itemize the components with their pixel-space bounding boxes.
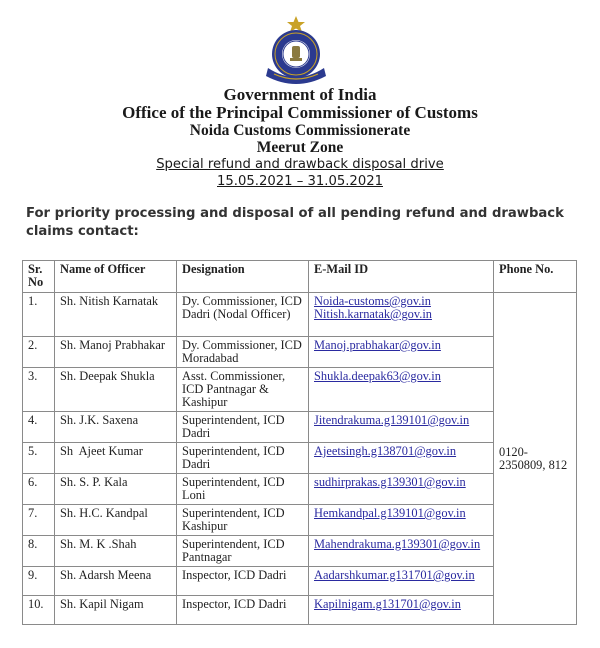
email-link[interactable]: Nitish.karnatak@gov.in (314, 307, 432, 321)
cell-name: Sh. Nitish Karnatak (55, 293, 177, 337)
cell-email (309, 596, 494, 625)
cell-sr: 8. (23, 536, 55, 567)
cell-sr: 4. (23, 412, 55, 443)
email-link[interactable]: Noida-customs@gov.in (314, 294, 431, 308)
drive-dates: 15.05.2021 – 31.05.2021 (217, 174, 383, 189)
table-row (23, 443, 577, 474)
email-link[interactable]: Jitendrakuma.g139101@gov.in (314, 413, 470, 427)
cell-name: Sh. Manoj Prabhakar (55, 337, 177, 368)
cell-sr: 5. (23, 443, 55, 474)
cell-email (309, 412, 494, 443)
heading-office: Office of the Principal Commissioner of Customs (122, 103, 478, 122)
cell-email (309, 567, 494, 596)
cell-designation: Asst. Commissioner, ICD Pantnagar & Kashipur (177, 368, 309, 412)
email-link[interactable]: Manoj.prabhakar@gov.in (314, 338, 441, 352)
cell-designation: Inspector, ICD Dadri (177, 596, 309, 625)
email-link[interactable]: Kapilnigam.g131701@gov.in (314, 597, 461, 611)
cell-name: Sh. H.C. Kandpal (55, 505, 177, 536)
email-link[interactable]: Shukla.deepak63@gov.in (314, 369, 441, 383)
table-row (23, 412, 577, 443)
table-row (23, 505, 577, 536)
cell-name: Sh. S. P. Kala (55, 474, 177, 505)
cell-sr: 1. (23, 293, 55, 337)
column-header-designation: Designation (177, 261, 309, 293)
column-header-email: E-Mail ID (309, 261, 494, 293)
cell-designation: Superintendent, ICD Pantnagar (177, 536, 309, 567)
cell-phone: 0120-2350809, 812 (494, 293, 577, 625)
cell-name: Sh Ajeet Kumar (55, 443, 177, 474)
cell-sr: 9. (23, 567, 55, 596)
drive-title: Special refund and drawback disposal drive (156, 157, 444, 172)
cell-sr: 2. (23, 337, 55, 368)
cell-email (309, 505, 494, 536)
table-row (23, 567, 577, 596)
table-row (23, 536, 577, 567)
table-row (23, 368, 577, 412)
cell-email (309, 474, 494, 505)
heading-government: Government of India (223, 85, 377, 104)
cell-designation: Superintendent, ICD Dadri (177, 412, 309, 443)
cell-sr: 6. (23, 474, 55, 505)
cell-name: Sh. Deepak Shukla (55, 368, 177, 412)
cell-email (309, 293, 494, 337)
email-link[interactable]: sudhirprakas.g139301@gov.in (314, 475, 466, 489)
cell-designation: Dy. Commissioner, ICD Dadri (Nodal Officer) (177, 293, 309, 337)
cell-name: Sh. Kapil Nigam (55, 596, 177, 625)
table-header-row (23, 261, 577, 293)
cell-sr: 3. (23, 368, 55, 412)
cell-name: Sh. Adarsh Meena (55, 567, 177, 596)
cell-name: Sh. M. K .Shah (55, 536, 177, 567)
cell-sr: 7. (23, 505, 55, 536)
column-header-phone: Phone No. (494, 261, 577, 293)
cell-email (309, 337, 494, 368)
table-row (23, 293, 577, 337)
cell-email (309, 443, 494, 474)
cell-designation: Superintendent, ICD Kashipur (177, 505, 309, 536)
cell-designation: Superintendent, ICD Dadri (177, 443, 309, 474)
cell-name: Sh. J.K. Saxena (55, 412, 177, 443)
email-link[interactable]: Ajeetsingh.g138701@gov.in (314, 444, 457, 458)
intro-text: For priority processing and disposal of all pending refund and drawback claims contact: (26, 206, 564, 239)
heading-zone: Meerut Zone (256, 139, 344, 156)
customs-emblem-icon (260, 14, 332, 86)
cell-email (309, 368, 494, 412)
email-link[interactable]: Aadarshkumar.g131701@gov.in (314, 568, 475, 582)
cell-sr: 10. (23, 596, 55, 625)
column-header-sr-no: Sr. No (23, 261, 55, 293)
officers-table (22, 260, 577, 625)
email-link[interactable]: Hemkandpal.g139101@gov.in (314, 506, 466, 520)
cell-designation: Inspector, ICD Dadri (177, 567, 309, 596)
table-row (23, 474, 577, 505)
cell-designation: Superintendent, ICD Loni (177, 474, 309, 505)
table-row (23, 596, 577, 625)
column-header-name: Name of Officer (55, 261, 177, 293)
cell-email (309, 536, 494, 567)
email-link[interactable]: Mahendrakuma.g139301@gov.in (314, 537, 481, 551)
table-row (23, 337, 577, 368)
heading-commissionerate: Noida Customs Commissionerate (189, 122, 411, 139)
cell-designation: Dy. Commissioner, ICD Moradabad (177, 337, 309, 368)
